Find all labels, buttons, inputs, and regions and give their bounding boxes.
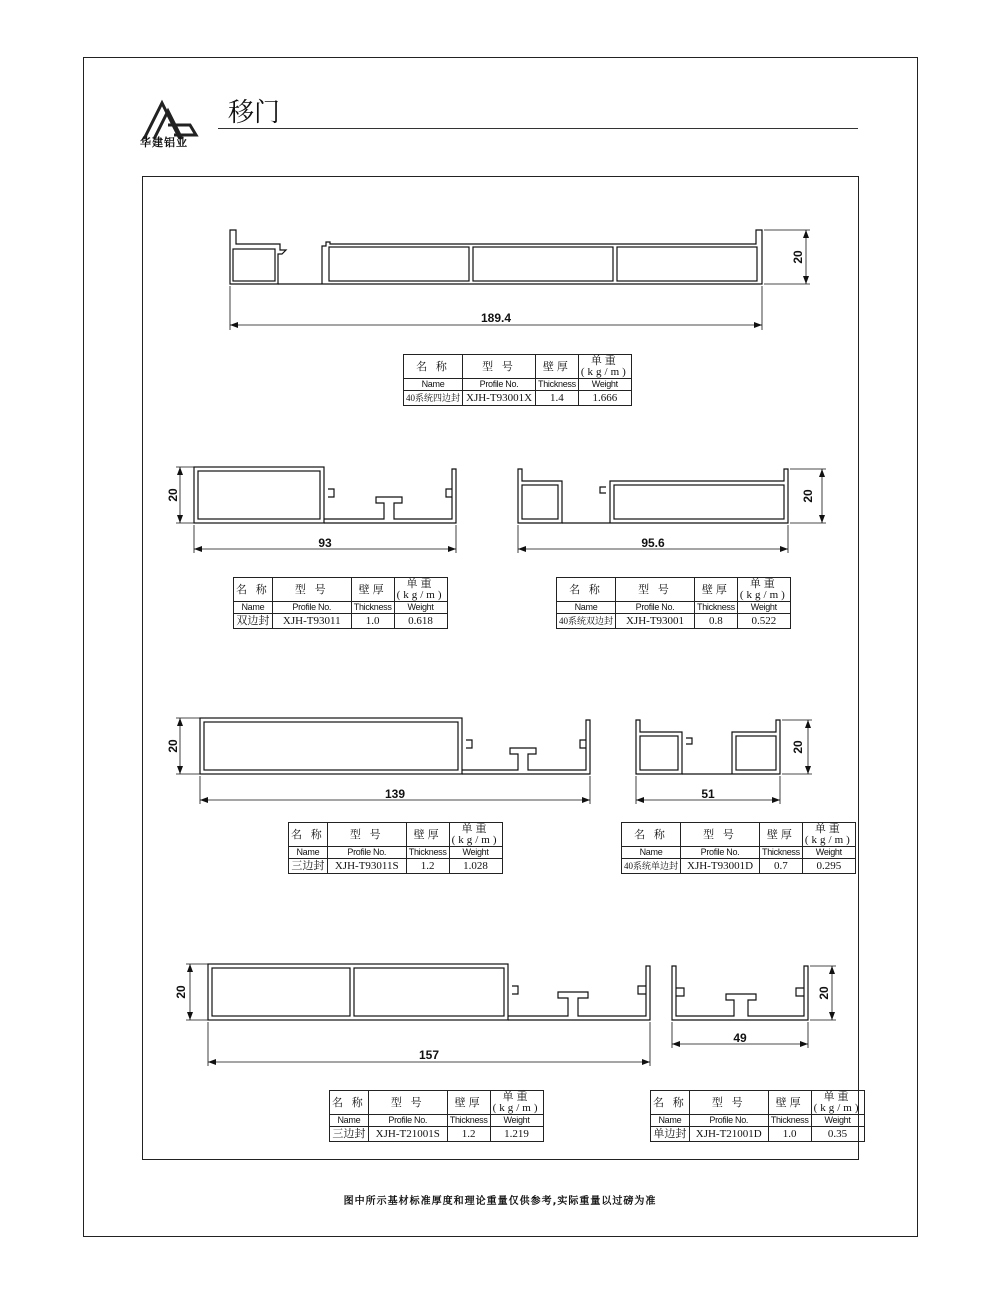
profile-drawing-2 — [194, 467, 456, 523]
dim-height-3: 20 — [801, 489, 815, 503]
dim-width-7: 49 — [733, 1031, 747, 1045]
profile-drawing-4 — [200, 718, 590, 774]
dim-height-7: 20 — [817, 986, 831, 1000]
spec-table-6: 名 称 型 号 壁厚 单重(kg/m) Name Profile No. Thickness Weight 三边封 XJH-T21001S 1.2 1.219 — [329, 1090, 544, 1142]
spec-table-7: 名 称 型 号 壁厚 单重(kg/m) Name Profile No. Thickness Weight 单边封 XJH-T21001D 1.0 0.35 — [650, 1090, 865, 1142]
spec-table-5: 名 称 型 号 壁厚 单重(kg/m) Name Profile No. Thickness Weight 40系统单边封 XJH-T93001D 0.7 0.295 — [621, 822, 856, 874]
profile-drawing-3 — [518, 469, 788, 523]
dim-width-3: 95.6 — [641, 536, 665, 550]
dim-width-5: 51 — [701, 787, 715, 801]
dim-width-6: 157 — [418, 1048, 440, 1062]
profile-drawing-7 — [672, 966, 808, 1020]
dim-width-1: 189.4 — [480, 311, 512, 325]
footer-note: 图中所示基材标准厚度和理论重量仅供参考,实际重量以过磅为准 — [343, 1196, 657, 1207]
brand-name: 华建铝业 — [140, 136, 188, 149]
dim-height-6: 20 — [174, 985, 188, 999]
profile-drawing-1 — [230, 230, 762, 284]
spec-table-2: 名 称 型 号 壁厚 单重(kg/m) Name Profile No. Thickness Weight 双边封 XJH-T93011 1.0 0.618 — [233, 577, 448, 629]
dim-width-2: 93 — [318, 536, 332, 550]
spec-table-3: 名 称 型 号 壁厚 单重(kg/m) Name Profile No. Thickness Weight 40系统双边封 XJH-T93001 0.8 0.522 — [556, 577, 791, 629]
dim-height-5: 20 — [791, 740, 805, 754]
dim-height-2: 20 — [166, 488, 180, 502]
spec-table-4: 名 称 型 号 壁厚 单重(kg/m) Name Profile No. Thickness Weight 三边封 XJH-T93011S 1.2 1.028 — [288, 822, 503, 874]
page-title: 移门 — [228, 98, 281, 128]
profile-drawing-6 — [208, 964, 650, 1020]
dim-height-4: 20 — [166, 739, 180, 753]
spec-table-1: 名 称 型 号 壁厚 单重(kg/m) Name Profile No. Thickness Weight 40系统四边封 XJH-T93001X 1.4 1.666 — [403, 354, 632, 406]
profile-drawing-5 — [636, 720, 780, 774]
dim-width-4: 139 — [384, 787, 406, 801]
dim-height-1: 20 — [791, 250, 805, 264]
